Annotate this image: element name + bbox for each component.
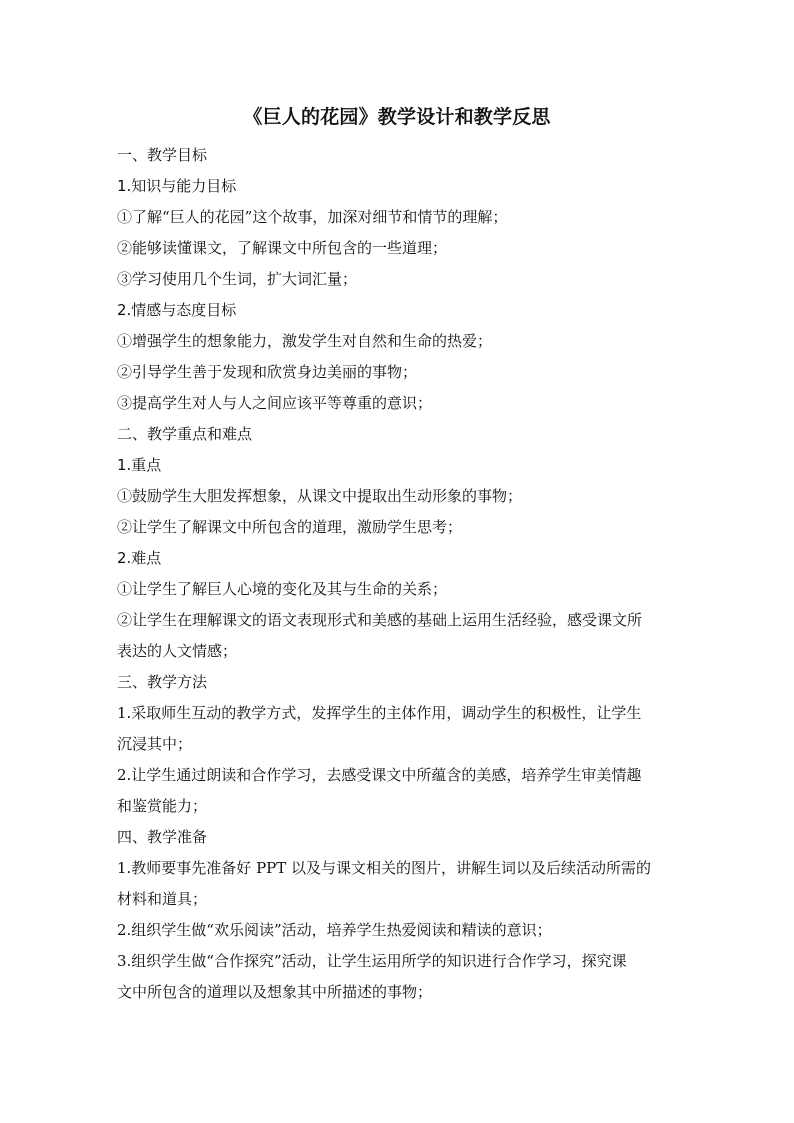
paragraph-line: ①增强学生的想象能力，激发学生对自然和生命的热爱； [117,332,493,350]
paragraph-line: 沉浸其中； [117,735,193,753]
paragraph-line: ③提高学生对人与人之间应该平等尊重的意识； [117,394,433,412]
paragraph-line: ①让学生了解巨人心境的变化及其与生命的关系； [117,580,448,598]
paragraph-line: ②引导学生善于发现和欣赏身边美丽的事物； [117,363,418,381]
paragraph-line: 2.让学生通过朗读和合作学习，去感受课文中所蕴含的美感，培养学生审美情趣 [117,766,642,784]
paragraph-line: 文中所包含的道理以及想象其中所描述的事物； [117,983,433,1001]
paragraph-line: 材料和道具； [117,890,208,908]
paragraph-line: ②能够读懂课文，了解课文中所包含的一些道理； [117,239,448,257]
paragraph-line: ①了解“巨人的花园”这个故事，加深对细节和情节的理解； [117,208,508,226]
document-title: 《巨人的花园》教学设计和教学反思 [243,106,551,128]
paragraph-line: 1.教师要事先准备好 PPT 以及与课文相关的图片，讲解生词以及后续活动所需的 [117,859,652,877]
paragraph-line: ②让学生了解课文中所包含的道理，激励学生思考； [117,518,463,536]
subheading-difficult-points: 2.难点 [117,549,162,567]
paragraph-line: 3.组织学生做“合作探究”活动，让学生运用所学的知识进行合作学习，探究课 [117,952,627,970]
paragraph-line: ②让学生在理解课文的语文表现形式和美感的基础上运用生活经验，感受课文所 [117,611,643,629]
paragraph-line: ③学习使用几个生词，扩大词汇量； [117,270,358,288]
paragraph-line: 1.采取师生互动的教学方式，发挥学生的主体作用，调动学生的积极性，让学生 [117,704,642,722]
section-heading-key-difficult: 二、教学重点和难点 [117,425,253,443]
section-heading-methods: 三、教学方法 [117,673,208,691]
paragraph-line: 表达的人文情感； [117,642,238,660]
paragraph-line: 2.组织学生做“欢乐阅读”活动，培养学生热爱阅读和精读的意识； [117,921,552,939]
paragraph-line: 和鉴赏能力； [117,797,208,815]
subheading-emotion-attitude: 2.情感与态度目标 [117,301,237,319]
subheading-key-points: 1.重点 [117,456,162,474]
paragraph-line: ①鼓励学生大胆发挥想象，从课文中提取出生动形象的事物； [117,487,523,505]
section-heading-preparation: 四、教学准备 [117,828,208,846]
section-heading-objectives: 一、教学目标 [117,146,208,164]
subheading-knowledge-ability: 1.知识与能力目标 [117,177,237,195]
